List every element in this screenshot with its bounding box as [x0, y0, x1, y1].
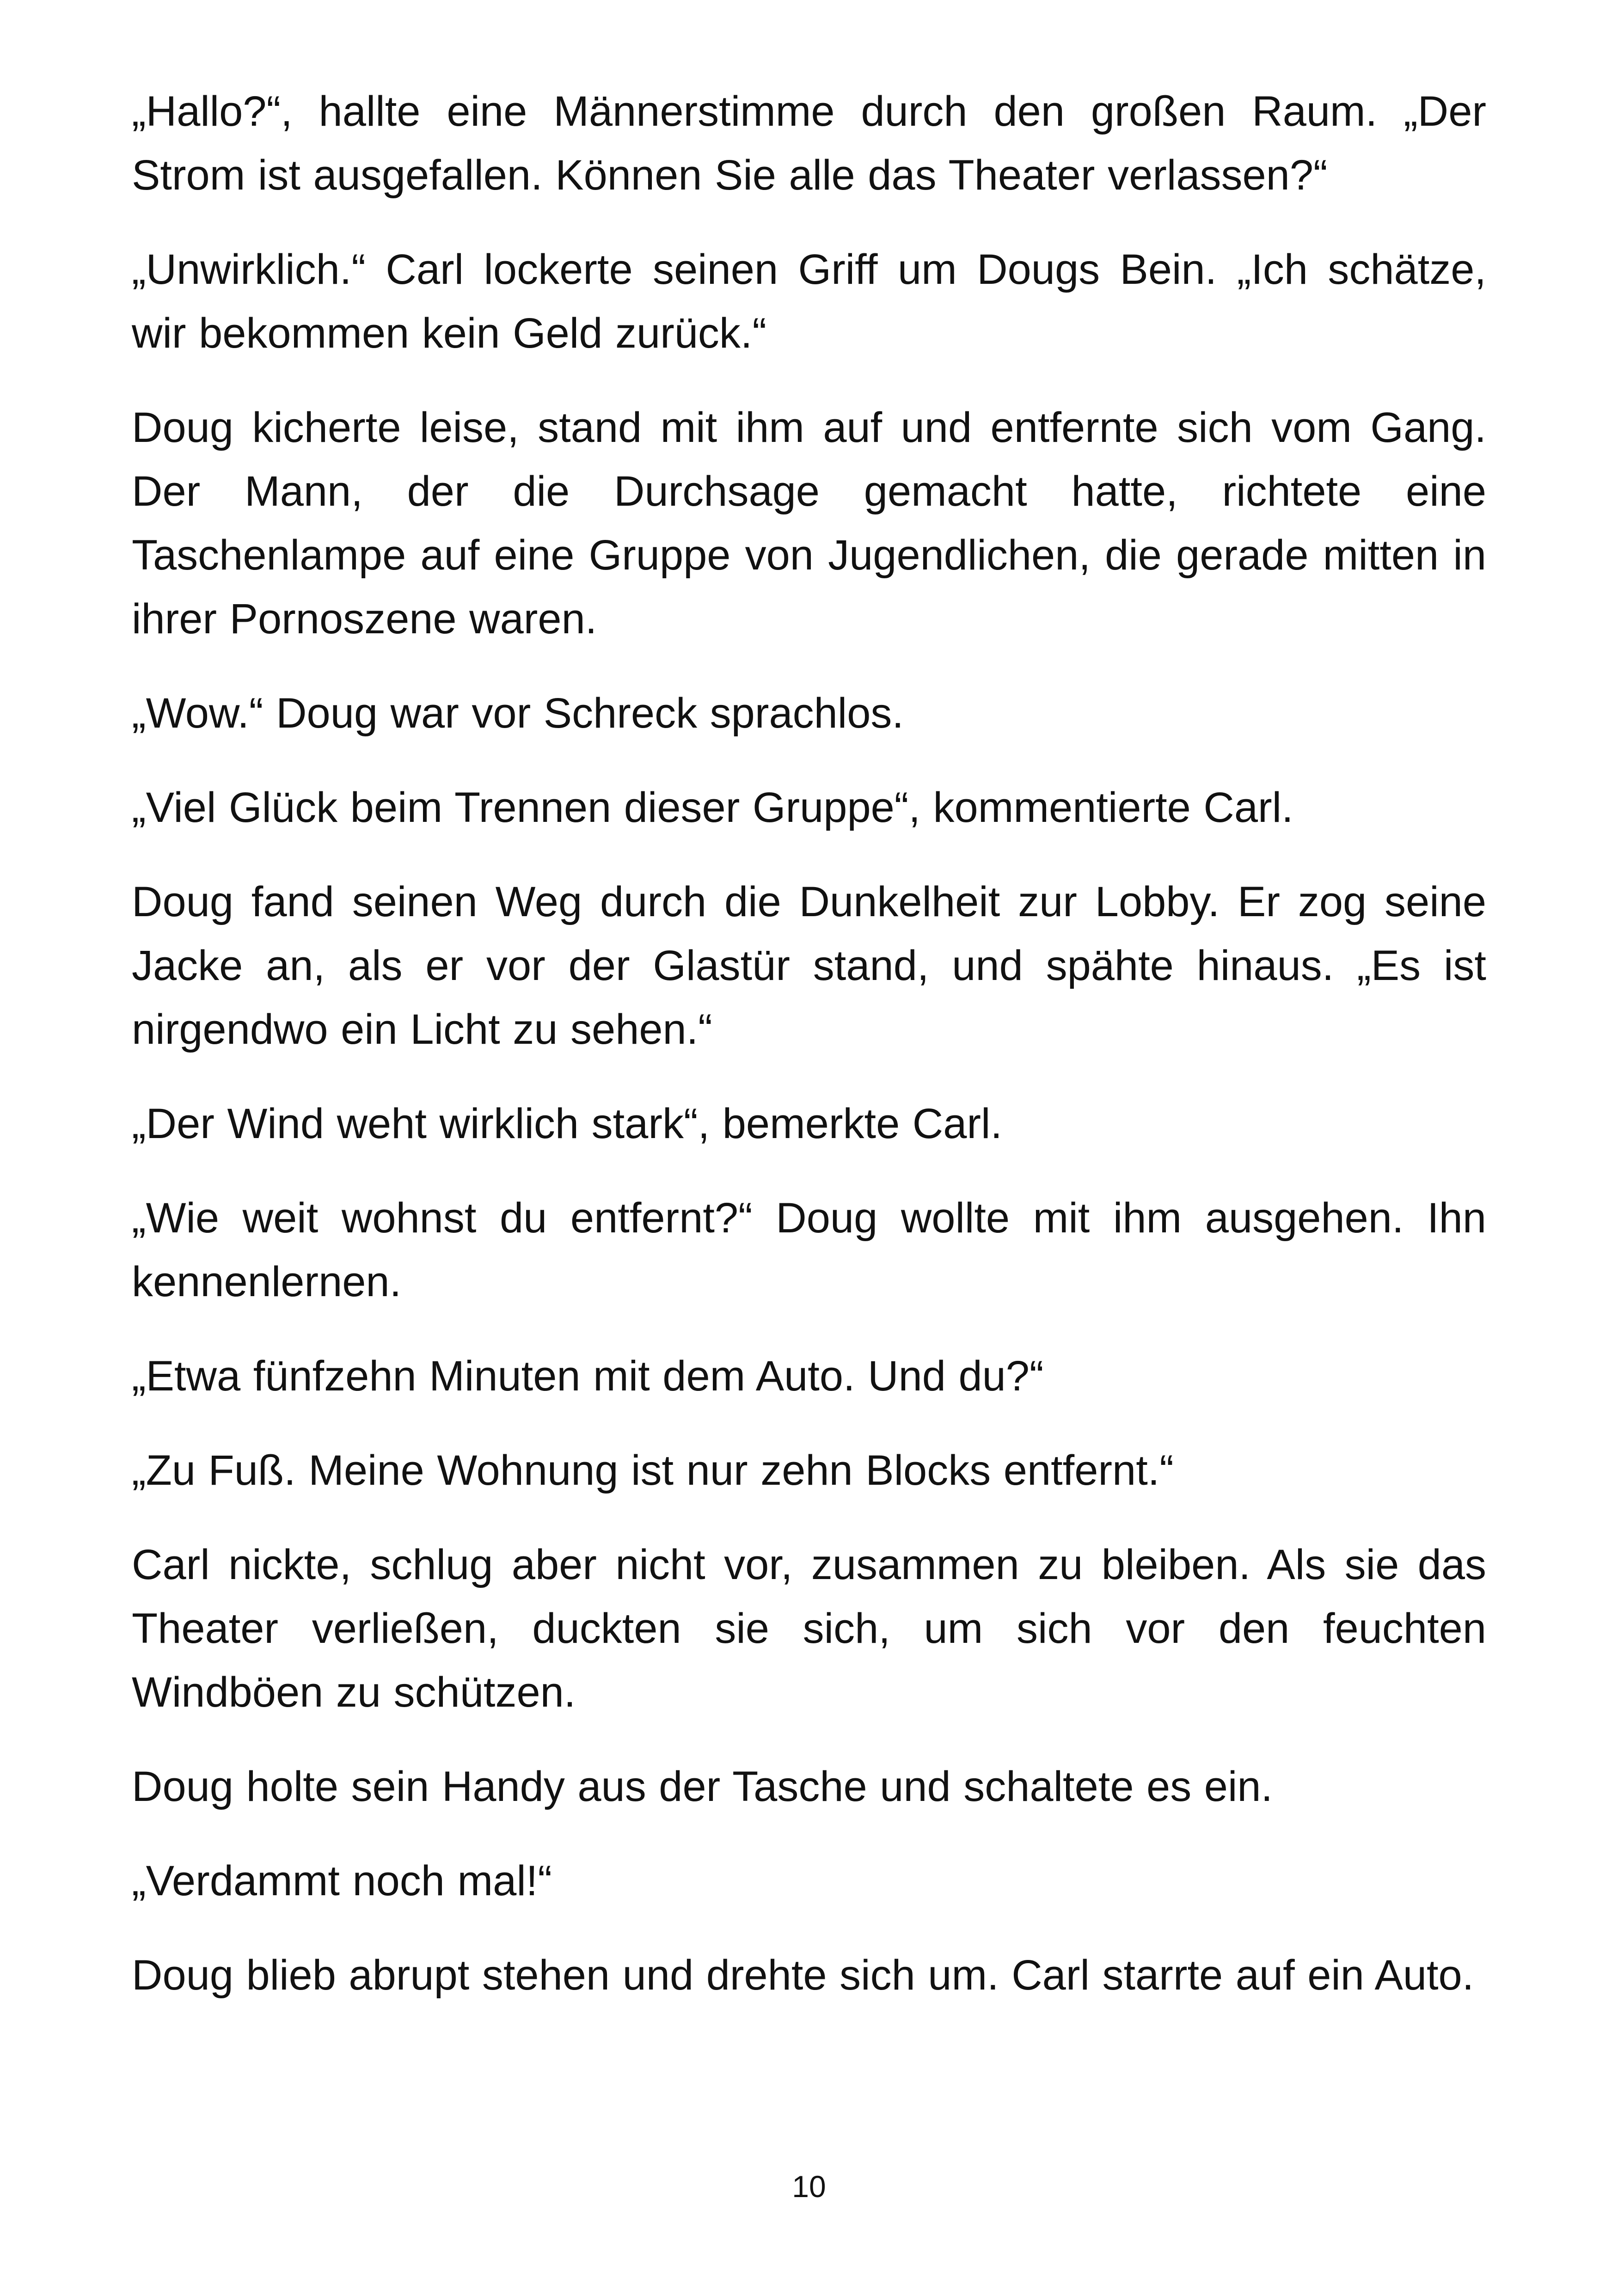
paragraph-14: Doug blieb abrupt stehen und drehte sich um. Carl starrte auf ein Auto.	[132, 1952, 1474, 1999]
paragraph-6: Doug fand seinen Weg durch die Dunkelheit zur Lobby. Er zog seine Jacke an, als er vor der Glastür stand, und spähte hinaus. „Es ist nirgendwo ein Licht zu sehen.“	[132, 878, 1486, 1053]
paragraph-1: „Hallo?“, hallte eine Männerstimme durch den großen Raum. „Der Strom ist ausgefallen. Können Sie alle das Theater verlassen?“	[132, 88, 1486, 199]
paragraph-10: „Zu Fuß. Meine Wohnung ist nur zehn Blocks entfernt.“	[132, 1447, 1174, 1494]
document-page-body	[132, 80, 1486, 2038]
paragraph-8: „Wie weit wohnst du entfernt?“ Doug wollte mit ihm ausgehen. Ihn kennenlernen.	[132, 1194, 1486, 1305]
paragraph-2: „Unwirklich.“ Carl lockerte seinen Griff um Dougs Bein. „Ich schätze, wir bekommen kein Geld zurück.“	[132, 246, 1486, 357]
page-number: 10	[792, 2169, 826, 2204]
paragraph-3: Doug kicherte leise, stand mit ihm auf und entfernte sich vom Gang. Der Mann, der die Durchsage gemacht hatte, richtete eine Taschenlampe auf eine Gruppe von Jugendlichen, die gerade mitten in ihrer Pornoszene waren.	[132, 404, 1486, 643]
paragraph-5: „Viel Glück beim Trennen dieser Gruppe“, kommentierte Carl.	[132, 784, 1293, 831]
paragraph-11: Carl nickte, schlug aber nicht vor, zusammen zu bleiben. Als sie das Theater verließen, duckten sie sich, um sich vor den feuchten Windböen zu schützen.	[132, 1541, 1486, 1716]
paragraph-13: „Verdammt noch mal!“	[132, 1857, 552, 1904]
paragraph-12: Doug holte sein Handy aus der Tasche und schaltete es ein.	[132, 1763, 1273, 1810]
paragraph-7: „Der Wind weht wirklich stark“, bemerkte Carl.	[132, 1100, 1003, 1147]
paragraph-9: „Etwa fünfzehn Minuten mit dem Auto. Und du?“	[132, 1353, 1044, 1400]
paragraph-4: „Wow.“ Doug war vor Schreck sprachlos.	[132, 690, 904, 737]
